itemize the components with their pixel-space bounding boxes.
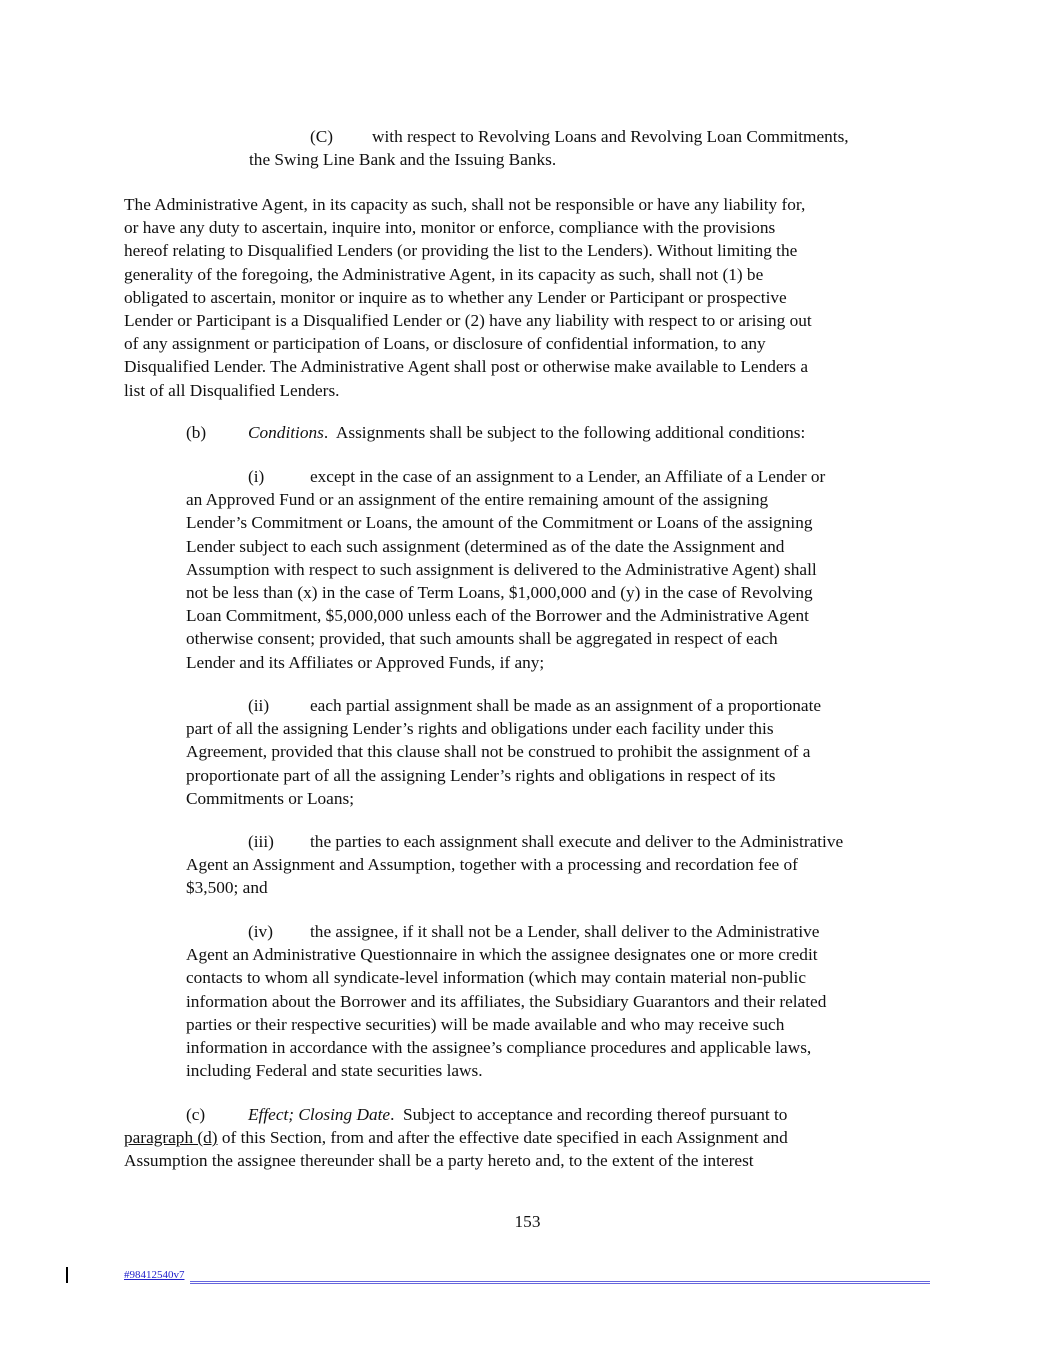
item-iv-line: information about the Borrower and its affiliates, the Subsidiary Guarantors and their related [186,991,827,1011]
item-iv-line: parties or their respective securities) will be made available and who may receive such [186,1014,785,1034]
section-c-heading-suffix: . [390,1105,395,1124]
agent-paragraph-line: obligated to ascertain, monitor or inquire as to whether any Lender or Participant or prospective [124,287,787,307]
paragraph-d-reference: paragraph (d) [124,1128,218,1148]
item-iv-line: including Federal and state securities laws. [186,1061,483,1081]
item-i-line: Assumption with respect to such assignment is delivered to the Administrative Agent) shall [186,559,817,579]
agent-paragraph-line: or have any duty to ascertain, inquire into, monitor or enforce, compliance with the provisions [124,218,776,238]
item-i-line: Lender’s Commitment or Loans, the amount of the Commitment or Loans of the assigning [186,513,813,533]
item-i [186,465,946,674]
item-iii-line: Agent an Assignment and Assumption, together with a processing and recordation fee of [186,855,798,875]
agent-paragraph-line: generality of the foregoing, the Administrative Agent, in its capacity as such, shall not (1) be [124,264,764,284]
section-b [186,421,946,445]
item-iv-line: Agent an Administrative Questionnaire in which the assignee designates one or more credit [186,945,818,965]
item-ii-line: Commitments or Loans; [186,788,355,808]
item-i-line: Loan Commitment, $5,000,000 unless each of the Borrower and the Administrative Agent [186,606,809,626]
item-iv-label: (iv) [248,922,273,941]
section-b-text: Assignments shall be subject to the following additional conditions: [328,423,806,442]
revision-bar [66,1267,68,1283]
item-iii [186,830,946,900]
item-iv-line: information in accordance with the assignee’s compliance procedures and applicable laws, [186,1038,812,1057]
agent-paragraph-line: The Administrative Agent, in its capacity as such, shall not be responsible or have any liability for, [124,195,806,214]
item-iv [186,920,946,1082]
section-c-heading: Effect; Closing Date [248,1105,391,1124]
item-i-line: Lender and its Affiliates or Approved Funds, if any; [186,652,545,672]
item-ii [186,694,946,810]
section-b-heading: Conditions [248,423,324,442]
item-i-line: otherwise consent; provided, that such amounts shall be aggregated in respect of each [186,629,778,649]
item-ii-label: (ii) [248,696,270,715]
agent-paragraph-line: list of all Disqualified Lenders. [124,380,340,400]
agent-paragraph-line: of any assignment or participation of Loans, or disclosure of confidential information, to any [124,334,766,354]
section-c-label: (c) [186,1105,206,1124]
page-number: 153 [514,1212,541,1231]
agent-paragraph-line: Disqualified Lender. The Administrative Agent shall post or otherwise make available to Lenders a [124,357,809,377]
section-c-line3: Assumption the assignee thereunder shall be a party hereto and, to the extent of the interest [124,1151,754,1171]
section-b-heading-suffix: . [323,423,329,442]
item-iv-first-line: the assignee, if it shall not be a Lender, shall deliver to the Administrative [310,922,820,941]
item-i-line: an Approved Fund or an assignment of the entire remaining amount of the assigning [186,490,769,510]
item-c-upper-line1: with respect to Revolving Loans and Revolving Loan Commitments, [372,127,849,146]
section-b-text-wrap [248,421,805,444]
item-iii-line: $3,500; and [186,878,268,898]
document-id: #98412540v7 [124,1269,185,1281]
agent-paragraph [124,193,944,402]
section-c [124,1103,944,1173]
footer-rule [190,1281,930,1284]
section-c-line2-rest: of this Section, from and after the effective date specified in each Assignment and [217,1128,788,1148]
item-c-upper [249,125,949,173]
agent-paragraph-line: Lender or Participant is a Disqualified Lender or (2) have any liability with respect to or arising out [124,311,812,331]
item-c-upper-line2: the Swing Line Bank and the Issuing Banks. [249,150,557,170]
item-i-line: not be less than (x) in the case of Term Loans, $1,000,000 and (y) in the case of Revolving [186,583,813,602]
item-iv-line: contacts to whom all syndicate-level information (which may contain material non-public [186,968,807,988]
item-ii-line: Agreement, provided that this clause shall not be construed to prohibit the assignment of a [186,742,811,762]
item-i-first-line: except in the case of an assignment to a Lender, an Affiliate of a Lender or [310,467,826,486]
agent-paragraph-line: hereof relating to Disqualified Lenders (or providing the list to the Lenders). Without limiting the [124,241,798,261]
item-iii-label: (iii) [248,832,274,851]
section-c-first-text: Subject to acceptance and recording thereof pursuant to [394,1105,788,1124]
item-c-upper-label: (C) [310,127,334,146]
item-i-line: Lender subject to each such assignment (determined as of the date the Assignment and [186,536,785,556]
section-b-label: (b) [186,423,207,442]
item-ii-line: proportionate part of all the assigning Lender’s rights and obligations in respect of its [186,765,776,785]
item-ii-line: part of all the assigning Lender’s rights and obligations under each facility under this [186,719,774,739]
section-c-first-wrap [248,1103,787,1126]
item-i-label: (i) [248,467,265,486]
item-ii-first-line: each partial assignment shall be made as an assignment of a proportionate [310,696,822,715]
item-iii-first-line: the parties to each assignment shall execute and deliver to the Administrative [310,832,844,851]
